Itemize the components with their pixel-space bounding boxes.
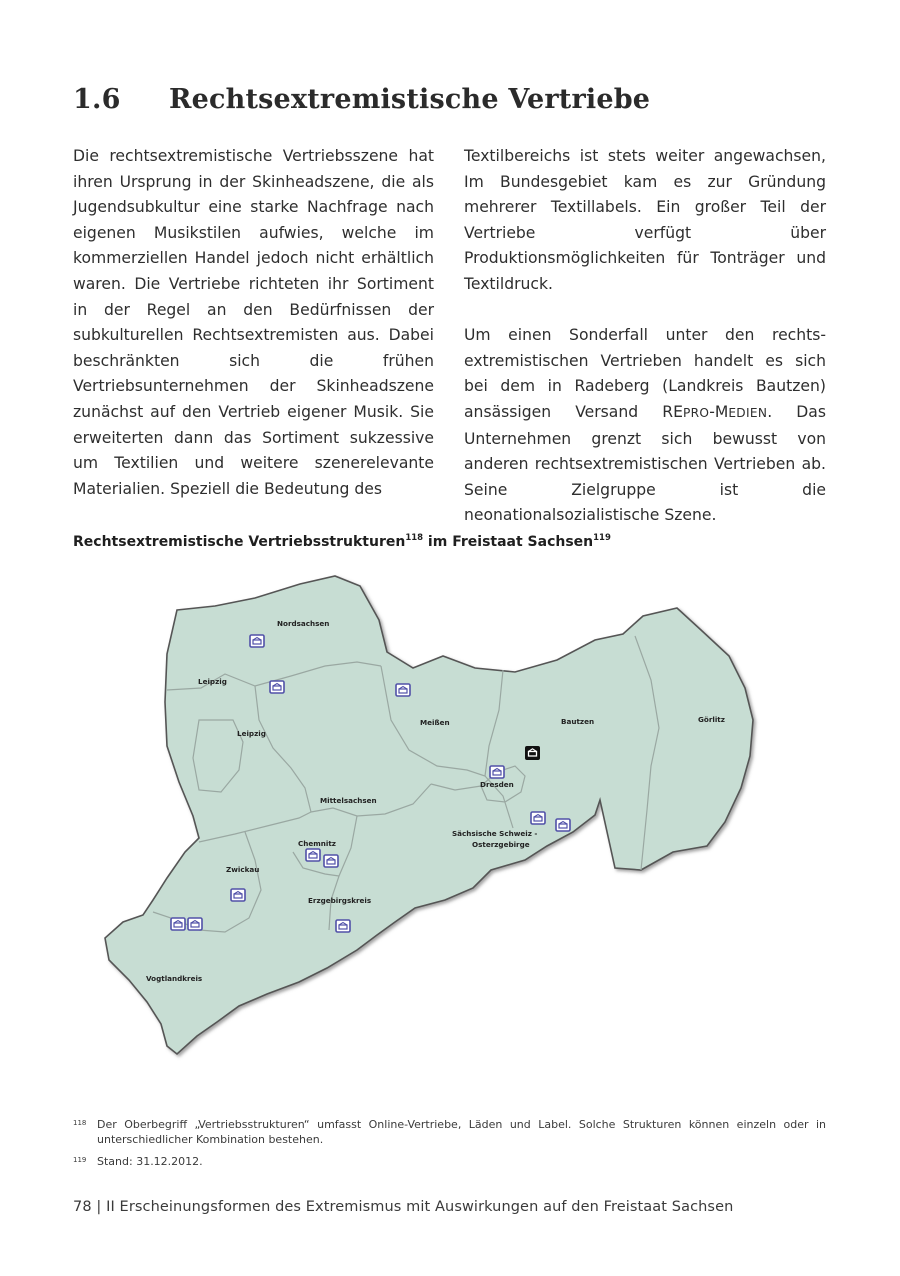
brand-part: PRO: [682, 405, 710, 420]
figure-caption: [73, 533, 611, 550]
brand-part: RE: [662, 402, 683, 421]
brand-name: [662, 403, 767, 421]
footnote-ref[interactable]: 118: [405, 533, 424, 543]
region-label: Nordsachsen: [277, 619, 330, 628]
store-marker-icon: [531, 812, 545, 824]
right-paragraph-2: [464, 323, 826, 529]
region-label: Dresden: [480, 780, 514, 789]
brand-part: EDIEN: [728, 405, 768, 420]
section-number: 1.6: [73, 84, 121, 115]
footnote-ref[interactable]: 119: [593, 533, 611, 543]
caption-text: im Freistaat Sachsen: [423, 534, 594, 550]
store-marker-icon: [270, 681, 284, 693]
page-footer: [73, 1199, 733, 1215]
store-marker-icon: [231, 889, 245, 901]
store-marker-icon: [306, 849, 320, 861]
store-marker-icon: [324, 855, 338, 867]
left-column: [73, 144, 434, 502]
footnote-number: 119: [73, 1156, 87, 1164]
section-heading: [73, 84, 650, 115]
caption-text: Rechtsextremistische Vertriebsstrukturen: [73, 534, 406, 550]
footnote: [73, 1154, 826, 1169]
footnote: [73, 1117, 826, 1147]
footnote-number: 118: [73, 1119, 87, 1127]
region-label: Osterzgebirge: [472, 840, 530, 849]
left-paragraph: Die rechtsextremistische Vertriebsszene hat ihren Ursprung in der Skinheadszene, die als Jugendsubkultur eine starke Nachfrage nach eigenen Musikstilen aufwies, welche im kommerziellen Handel jedoch nicht erhältlich waren. Die Vertriebe richteten ihr Sortiment in der Regel an den Bedürfnissen der subkulturellen Rechtsextremisten aus. Dabei beschränkten sich die frühen Vertriebsunternehmen der Skinheadszene zunächst auf den Vertrieb eigener Musik. Sie erweiterten dann das Sortiment sukzessive um Textilien und weitere szenerelevante Materialien. Speziell die Bedeutung des: [73, 147, 434, 498]
footnote-text: Der Oberbegriff „Vertriebsstrukturen“ umfasst Online-Vertriebe, Läden und Label. Solche Strukturen können einzeln oder in unterschiedlicher Kombination bestehen.: [97, 1118, 826, 1146]
region-label: Vogtlandkreis: [146, 974, 203, 983]
special-marker-icon: [525, 746, 540, 760]
store-marker-icon: [556, 819, 570, 831]
page-number: 78: [73, 1199, 92, 1215]
paragraph-text-before: Um einen Sonderfall unter den rechtsextremistischen Vertrieben handelt es sich bei dem in Radeberg (Landkreis Bautzen) ansässigen Versand: [464, 326, 826, 421]
store-marker-icon: [490, 766, 504, 778]
region-label: Meißen: [420, 718, 450, 727]
region-label: Mittelsachsen: [320, 796, 377, 805]
store-marker-icon: [188, 918, 202, 930]
region-label: Sächsische Schweiz -: [452, 829, 538, 838]
footer-separator: |: [96, 1199, 102, 1215]
region-label: Leipzig: [237, 729, 266, 738]
store-marker-icon: [171, 918, 185, 930]
right-column: [464, 144, 826, 529]
region-label: Chemnitz: [298, 839, 336, 848]
saxony-map: [95, 570, 775, 1080]
footnote-text: Stand: 31.12.2012.: [97, 1155, 203, 1168]
chapter-title: II Erscheinungsformen des Extremismus mit Auswirkungen auf den Freistaat Sachsen: [106, 1199, 734, 1215]
region-label: Zwickau: [226, 865, 260, 874]
paragraph-text-after: . Das Unternehmen grenzt sich bewusst von anderen rechtsextremistischen Vertrieben ab. Seine Zielgruppe ist die neonationalsozialistische Szene.: [464, 402, 826, 525]
region-label: Erzgebirgskreis: [308, 896, 372, 905]
store-marker-icon: [250, 635, 264, 647]
store-marker-icon: [336, 920, 350, 932]
section-title: Rechtsextremistische Vertriebe: [169, 84, 651, 115]
store-marker-icon: [396, 684, 410, 696]
right-paragraph-1: Textilbereichs ist stets weiter angewachsen, Im Bundesgebiet kam es zur Gründung mehrerer Textillabels. Ein großer Teil der Vertriebe verfügt über Produktionsmöglichkeiten für Tonträger und Textildruck.: [464, 147, 826, 293]
region-label: Bautzen: [561, 717, 595, 726]
brand-part: -M: [709, 402, 729, 421]
region-label: Görlitz: [698, 715, 725, 724]
region-label: Leipzig: [198, 677, 227, 686]
